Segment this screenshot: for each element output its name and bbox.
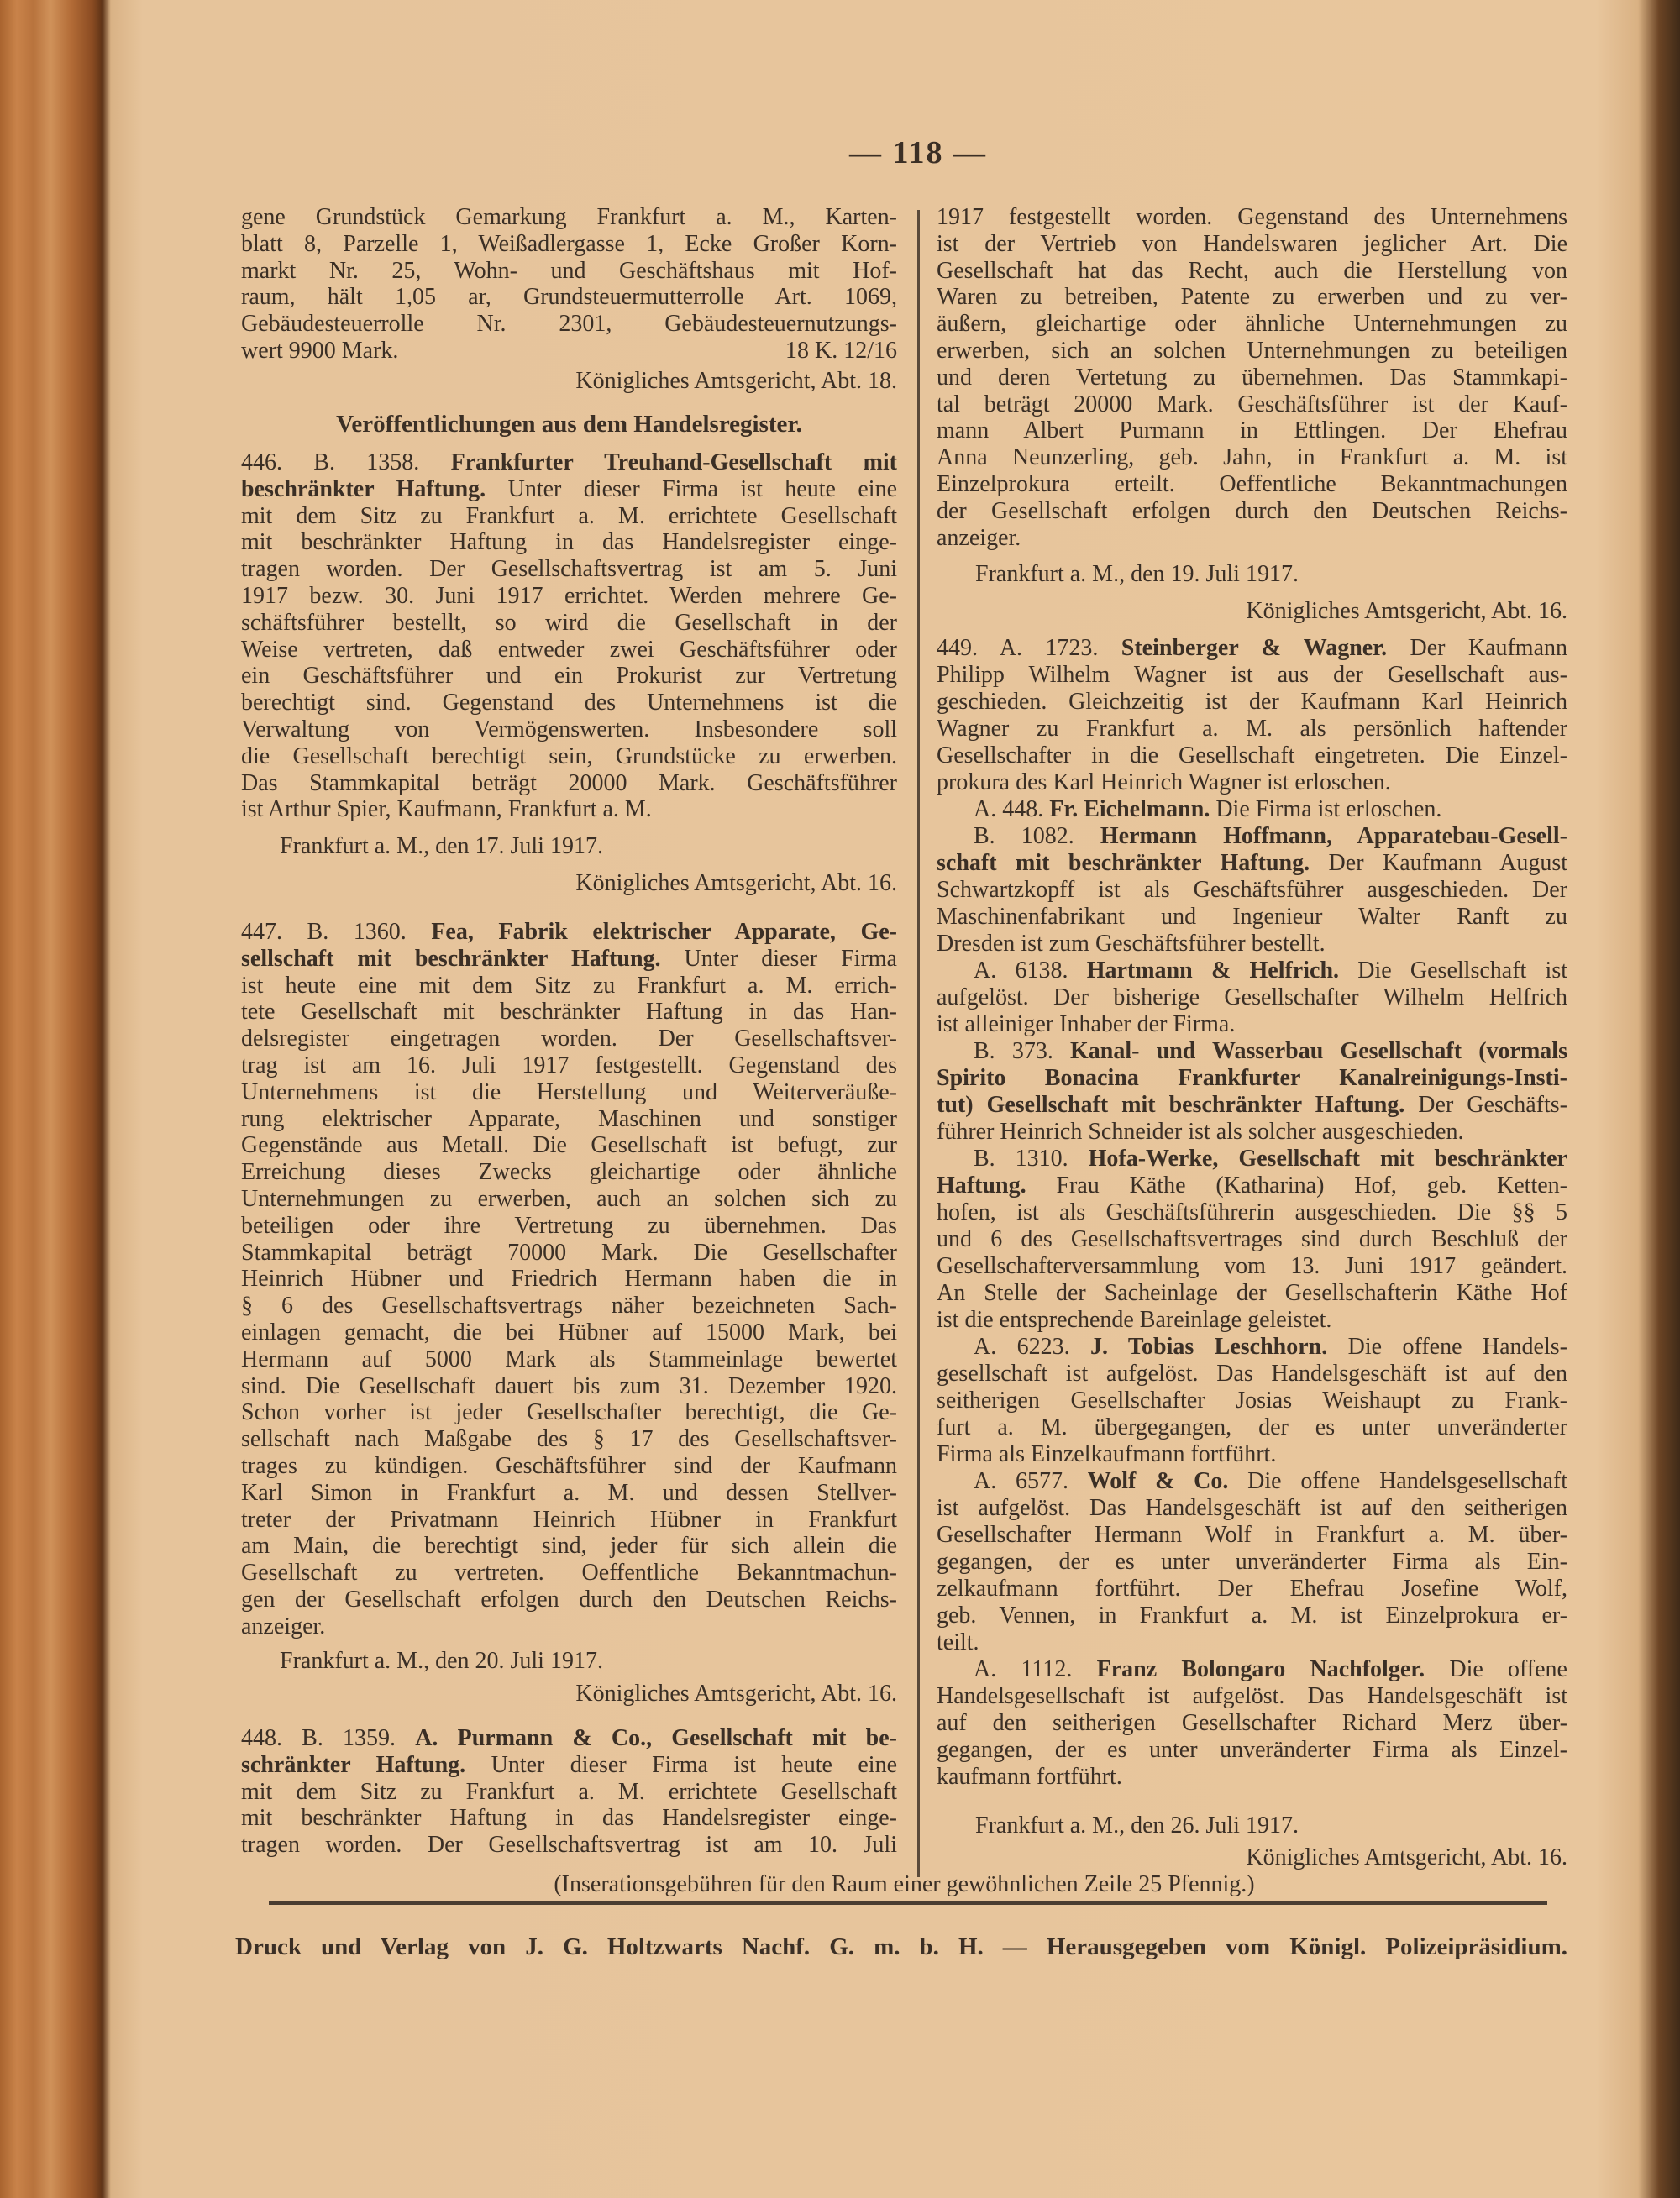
firm-name: schaft mit beschränkter Haftung. [937,850,1310,876]
text-segment: markt Nr. 25, Wohn- und Geschäftshaus mit Hof- [241,257,897,284]
text-segment: Verwaltung von Vermögenswerten. Insbesondere soll [241,716,897,742]
entry-447 [241,919,897,1640]
text-segment: furt a. M. übergegangen, der es unter unveränderter [937,1414,1567,1440]
text-line [937,365,1567,391]
text-line [937,1522,1567,1549]
text-segment: B. 1082. [974,823,1100,849]
text-segment: einlagen gemacht, die bei Hübner auf 15000 Mark, bei [241,1319,897,1346]
text-line [241,1805,897,1832]
text-segment: delsregister eingetragen worden. Der Gesellschaftsver- [241,1026,897,1052]
firm-name: tut) Gesellschaft mit beschränkter Haftung. [937,1092,1405,1118]
text-segment: teilt. [937,1629,979,1655]
text-line [241,204,897,231]
text-segment: geb. Vennen, in Frankfurt a. M. ist Einzelprokura er- [937,1603,1567,1629]
text-line [241,284,897,311]
text-line [241,1453,897,1480]
text-segment: gene Grundstück Gemarkung Frankfurt a. M., Karten- [241,204,897,230]
text-segment: sellschaft nach Maßgabe des § 17 des Gesellschaftsver- [241,1426,897,1453]
text-line [937,391,1567,418]
firm-name: Haftung. [937,1172,1026,1199]
text-line [937,1011,1567,1038]
text-line [937,769,1567,796]
text-line [241,1373,897,1400]
text-segment: zelkaufmann fortführt. Der Ehefrau Josefine Wolf, [937,1576,1567,1602]
text-segment: 446. B. 1358. [241,449,451,475]
text-segment: A. 1112. [974,1656,1097,1682]
text-segment: der Gesellschaft erfolgen durch den Deutschen Reichs- [937,497,1567,524]
text-segment: auf den seitherigen Gesellschafter Richard Merz über- [937,1710,1567,1736]
text-segment: Gesellschafter in die Gesellschaft eingetreten. Die Einzel- [937,742,1567,769]
text-segment: ist Arthur Spier, Kaufmann, Frankfurt a. M. [241,796,652,823]
text-line [241,1132,897,1159]
text-segment: mit beschränkter Haftung in das Handelsregister einge- [241,529,897,556]
text-segment: mit dem Sitz zu Frankfurt a. M. errichtete Gesellschaft [241,1778,897,1805]
text-segment: Erreichung dieses Zwecks gleichartige oder ähnliche [241,1159,897,1186]
text-segment: erwerben, sich an solchen Unternehmungen zu beteiligen [937,337,1567,364]
text-segment: gegangen, der es unter unveränderter Firma als Einzel- [937,1737,1567,1763]
text-line [241,583,897,610]
text-line [241,1159,897,1186]
text-line [937,1576,1567,1603]
text-line [937,931,1567,957]
text-segment: rung elektrischer Apparate, Maschinen und sonstiger [241,1105,897,1132]
text-line [241,1587,897,1613]
text-segment: ist alleiniger Inhaber der Firma. [937,1011,1236,1037]
text-line [241,1480,897,1507]
text-segment: A. 6223. [974,1334,1091,1360]
text-line [937,1441,1567,1468]
text-segment: gen der Gesellschaft erfolgen durch den Deutschen Reichs- [241,1586,897,1613]
text-segment: tete Gesellschaft mit beschränkter Haftung in das Han- [241,999,897,1026]
text-segment: Unternehmens ist die Herstellung und Weiterveräuße- [241,1078,897,1105]
text-line [937,1172,1567,1199]
text-segment: Einzelprokura erteilt. Oeffentliche Bekanntmachungen [937,470,1567,497]
text-line [937,1361,1567,1388]
intro-last-line [241,338,897,365]
text-line [241,1319,897,1346]
text-segment: tragen worden. Der Gesellschaftsvertrag ist am 10. Juli [241,1832,897,1859]
text-line [937,444,1567,471]
text-line [937,1226,1567,1253]
text-segment: Unter dieser Firma ist heute eine [465,1751,897,1778]
text-line [241,1533,897,1560]
text-segment: Anna Neunzerling, geb. Jahn, in Frankfurt a. M. ist [937,444,1567,471]
text-segment: am Main, die berechtigt sind, jeder für sich allein die [241,1533,897,1560]
imprint: Druck und Verlag von J. G. Holtzwarts Nachf. G. m. b. H. — Herausgegeben vom Königl. Polizeipräsidium. [235,1933,1567,1960]
text-segment: Firma als Einzelkaufmann fortführt. [937,1441,1277,1467]
firm-name: Frankfurter Treuhand-Gesellschaft mit [450,449,897,475]
text-segment: B. 1310. [974,1146,1089,1172]
text-line [937,1656,1567,1683]
firm-name: A. Purmann & Co., Gesellschaft mit be- [415,1725,897,1751]
text-segment: blatt 8, Parzelle 1, Weißadlergasse 1, Ecke Großer Korn- [241,230,897,257]
text-segment: A. 6138. [974,957,1087,984]
entry-449-register-changes [937,635,1567,1791]
text-line [241,1052,897,1079]
section-heading: Veröffentlichungen aus dem Handelsregister. [336,411,802,438]
text-line [241,1346,897,1373]
text-line [241,637,897,664]
text-segment: aufgelöst. Der bisherige Gesellschafter Wilhelm Helfrich [937,984,1567,1010]
text-segment: geschieden. Gleichzeitig ist der Kaufmann Karl Heinrich [937,689,1567,715]
text-line [937,1495,1567,1522]
text-line [241,1266,897,1293]
firm-name: Fea, Fabrik elektrischer Apparate, Ge- [431,919,897,945]
text-line [937,1307,1567,1334]
text-segment: mit dem Sitz zu Frankfurt a. M. errichtete Gesellschaft [241,502,897,529]
text-segment: Heinrich Hübner und Friedrich Hermann haben die in [241,1266,897,1293]
text-line [241,1106,897,1133]
text-line [241,449,897,476]
text-line [241,663,897,690]
firm-name: Wolf & Co. [1087,1468,1229,1494]
firm-name: sellschaft mit beschränkter Haftung. [241,945,661,972]
text-line [937,1737,1567,1764]
text-line [937,231,1567,258]
text-segment: Weise vertreten, daß entweder zwei Geschäftsführer oder [241,636,897,663]
text-line [241,690,897,716]
text-line [241,1186,897,1213]
text-segment: 449. A. 1723. [937,635,1121,661]
text-line [937,1414,1567,1441]
entry-448 [241,1725,897,1859]
text-line [241,1079,897,1106]
entry-446-signature: Königliches Amtsgericht, Abt. 16. [575,870,897,896]
text-line [937,742,1567,769]
text-segment: Handelsgesellschaft ist aufgelöst. Das Handelsgeschäft ist [937,1683,1567,1709]
text-segment: Maschinenfabrikant und Ingenieur Walter Ranft zu [937,904,1567,930]
text-line [937,1253,1567,1280]
text-segment: 448. B. 1359. [241,1725,416,1751]
entry-447-date: Frankfurt a. M., den 20. Juli 1917. [280,1648,603,1674]
text-line [937,1280,1567,1307]
text-segment: und deren Vertetung zu übernehmen. Das Stammkapi- [937,364,1567,391]
text-segment: Dresden ist zum Geschäftsführer bestellt. [937,931,1326,957]
text-line [241,1213,897,1240]
text-segment: Die Gesellschaft ist [1339,957,1567,984]
text-segment: die Gesellschaft berechtigt sein, Grundstücke zu erwerben. [241,742,897,769]
text-segment: ist der Vertrieb von Handelswaren jeglicher Art. Die [937,230,1567,257]
text-segment: Waren zu betreiben, Patente zu erwerben und zu ver- [937,284,1567,311]
firm-name: J. Tobias Leschhorn. [1090,1334,1328,1360]
intro-last-text: wert 9900 Mark. [241,338,399,364]
firm-name: schränkter Haftung. [241,1751,466,1778]
text-segment: seitherigen Gesellschafter Josias Weishaupt zu Frank- [937,1388,1567,1414]
text-line [241,1832,897,1859]
text-line [241,919,897,946]
text-line [937,796,1567,823]
text-line [937,1683,1567,1710]
text-segment: Die offene [1425,1656,1567,1682]
text-segment: A. 448. [974,796,1050,822]
fee-note: (Inserationsgebühren für den Raum einer gewöhnlichen Zeile 25 Pfennig.) [554,1871,1255,1897]
entry-446-date: Frankfurt a. M., den 17. Juli 1917. [280,833,603,859]
text-segment: gegangen, der es unter unveränderter Firma als Ein- [937,1549,1567,1575]
text-segment: Wagner zu Frankfurt a. M. als persönlich haftender [937,716,1567,742]
text-line [241,1560,897,1587]
text-line [241,1725,897,1752]
text-line [937,1629,1567,1656]
text-line [937,662,1567,689]
text-segment: 1917 bezw. 30. Juni 1917 errichtet. Werden mehrere Ge- [241,582,897,609]
text-line [241,1752,897,1779]
text-line [937,1334,1567,1361]
text-segment: sind. Die Gesellschaft dauert bis zum 31. Dezember 1920. [241,1372,897,1399]
text-segment: treter der Privatmann Heinrich Hübner in Frankfurt [241,1506,897,1533]
text-segment: Hermann auf 5000 Mark als Stammeinlage bewertet [241,1346,897,1372]
text-segment: Gebäudesteuerrolle Nr. 2301, Gebäudesteuernutzungs- [241,311,897,338]
text-segment: § 6 des Gesellschaftsvertrags näher bezeichneten Sach- [241,1293,897,1319]
text-segment: Die offene Handels- [1327,1334,1567,1360]
text-line [937,498,1567,525]
firm-name: Hofa-Werke, Gesellschaft mit beschränkter [1088,1146,1567,1172]
text-line [937,258,1567,285]
entry-446 [241,449,897,823]
text-line [937,417,1567,444]
firm-name: Fr. Eichelmann. [1049,796,1210,822]
text-segment: Gesellschafter Hermann Wolf in Frankfurt a. M. über- [937,1522,1567,1548]
text-segment: anzeiger. [241,1613,326,1639]
text-line [937,1119,1567,1146]
text-segment: A. 6577. [974,1468,1088,1494]
text-line [241,258,897,285]
entry-448-signature: Königliches Amtsgericht, Abt. 16. [1246,598,1567,624]
text-line [241,529,897,556]
text-line [241,476,897,503]
text-segment: 447. B. 1360. [241,919,432,945]
text-segment: Schwartzkopff ist als Geschäftsführer ausgeschieden. Der [937,877,1567,903]
text-line [241,1779,897,1806]
text-line [241,796,897,823]
footer-rule [269,1901,1547,1905]
text-line [937,1199,1567,1226]
text-segment: Unter dieser Firma [660,945,897,972]
text-segment: Unternehmungen zu erwerben, auch an solchen sich zu [241,1185,897,1212]
text-segment: Gesellschafterversammlung vom 13. Juni 1917 geändert. [937,1253,1567,1279]
text-line [241,716,897,743]
text-segment: anzeiger. [937,524,1021,551]
text-segment: mann Albert Purmann in Ettlingen. Der Ehefrau [937,417,1567,444]
text-line [937,1388,1567,1414]
firm-name: beschränkter Haftung. [241,475,486,502]
text-segment: ist aufgelöst. Das Handelsgeschäft ist auf den seitherigen [937,1495,1567,1521]
text-line [241,503,897,530]
text-line [241,1613,897,1640]
text-segment: Philipp Wilhelm Wagner ist aus der Gesellschaft aus- [937,662,1567,688]
text-line [937,1549,1567,1576]
entry-447-signature: Königliches Amtsgericht, Abt. 16. [575,1681,897,1707]
text-line [241,231,897,258]
text-segment: Schon vorher ist jeder Gesellschafter berechtigt, die Ge- [241,1399,897,1426]
text-segment: Gesellschaft zu vertreten. Oeffentliche Bekanntmachun- [241,1560,897,1587]
text-segment: B. 373. [974,1038,1071,1064]
text-segment: und 6 des Gesellschaftsvertrages sind durch Beschluß der [937,1226,1567,1252]
text-segment: An Stelle der Sacheinlage der Gesellschafterin Käthe Hof [937,1280,1567,1306]
text-segment: beteiligen oder ihre Vertretung zu übernehmen. Das [241,1212,897,1239]
entry-448-date: Frankfurt a. M., den 19. Juli 1917. [975,561,1299,587]
text-line [937,204,1567,231]
text-segment: trag ist am 16. Juli 1917 festgestellt. Gegenstand des [241,1052,897,1078]
text-segment: ist die entsprechende Bareinlage geleistet. [937,1307,1332,1333]
text-segment: schäftsführer bestellt, so wird die Gesellschaft in der [241,609,897,636]
text-line [937,635,1567,662]
firm-name: Kanal- und Wasserbau Gesellschaft (vormals [1070,1038,1567,1064]
text-line [937,823,1567,850]
text-segment: berechtigt sind. Gegenstand des Unternehmens ist die [241,690,897,716]
text-line [937,1038,1567,1065]
text-line [241,1293,897,1319]
entry-449-date: Frankfurt a. M., den 26. Juli 1917. [975,1812,1299,1839]
text-segment: Karl Simon in Frankfurt a. M. und dessen Stellver- [241,1479,897,1506]
text-segment: führer Heinrich Schneider ist als solcher ausgeschieden. [937,1119,1464,1145]
firm-name: Steinberger & Wagner. [1121,635,1388,661]
text-line [937,1092,1567,1119]
text-segment: gesellschaft ist aufgelöst. Das Handelsgeschäft ist auf den [937,1361,1567,1387]
text-line [241,999,897,1026]
text-line [937,984,1567,1011]
text-segment: Gesellschaft hat das Recht, auch die Herstellung von [937,257,1567,284]
entry-448-continued [937,204,1567,551]
text-segment: ist heute eine mit dem Sitz zu Frankfurt a. M. errich- [241,972,897,999]
column-rule [917,210,920,1877]
text-segment: 1917 festgestellt worden. Gegenstand des Unternehmens [937,204,1567,230]
text-segment: prokura des Karl Heinrich Wagner ist erloschen. [937,769,1391,795]
text-segment: Das Stammkapital beträgt 20000 Mark. Geschäftsführer [241,769,897,796]
text-segment: Frau Käthe (Katharina) Hof, geb. Ketten- [1026,1172,1567,1199]
text-segment: tragen worden. Der Gesellschaftsvertrag ist am 5. Juni [241,556,897,583]
text-line [241,973,897,999]
text-segment: Der Kaufmann August [1310,850,1567,876]
text-line [937,471,1567,498]
text-line [241,770,897,797]
entry-449-signature: Königliches Amtsgericht, Abt. 16. [1246,1844,1567,1870]
text-line [241,743,897,770]
text-segment: Stammkapital beträgt 70000 Mark. Die Gesellschafter [241,1239,897,1266]
text-line [937,689,1567,716]
firm-name: Spirito Bonacina Frankfurter Kanalreinigungs-Insti- [937,1065,1567,1091]
text-line [937,957,1567,984]
text-segment: Gegenstände aus Metall. Die Gesellschaft ist befugt, zur [241,1132,897,1159]
text-segment: Der Geschäfts- [1404,1092,1567,1118]
text-segment: Unter dieser Firma ist heute eine [486,475,897,502]
text-line [241,1026,897,1052]
text-line [241,610,897,637]
text-line [937,525,1567,552]
text-segment: hofen, ist als Geschäftsführerin ausgeschieden. Die §§ 5 [937,1199,1567,1225]
text-segment: ein Geschäftsführer und ein Prokurist zur Vertretung [241,663,897,690]
text-line [241,1507,897,1534]
intro-file-reference: 18 K. 12/16 [785,338,897,364]
text-segment: tal beträgt 20000 Mark. Geschäftsführer ist der Kauf- [937,391,1567,417]
text-segment: raum, hält 1,05 ar, Grundsteuermutterrolle Art. 1069, [241,284,897,311]
firm-name: Hartmann & Helfrich. [1086,957,1340,984]
firm-name: Hermann Hoffmann, Apparatebau-Gesell- [1100,823,1567,849]
text-line [937,1468,1567,1495]
text-line [937,1603,1567,1629]
text-line [937,877,1567,904]
text-line [241,311,897,338]
text-line [241,556,897,583]
text-line [937,1764,1567,1791]
text-line [937,338,1567,365]
page-number: — 118 — [849,135,987,170]
text-line [937,1065,1567,1092]
text-line [937,904,1567,931]
text-segment: Der Kaufmann [1387,635,1567,661]
court-signature: Königliches Amtsgericht, Abt. 18. [575,368,897,394]
text-line [241,1399,897,1426]
text-segment: mit beschränkter Haftung in das Handelsregister einge- [241,1805,897,1832]
text-segment: Die Firma ist erloschen. [1210,796,1442,822]
intro-paragraph [241,204,897,338]
text-line [937,716,1567,742]
text-segment: kaufmann fortführt. [937,1764,1122,1790]
text-line [937,284,1567,311]
firm-name: Franz Bolongaro Nachfolger. [1096,1656,1425,1682]
text-segment: trages zu kündigen. Geschäftsführer sind der Kaufmann [241,1452,897,1479]
text-line [937,1710,1567,1737]
text-line [937,311,1567,338]
text-segment: Die offene Handelsgesellschaft [1228,1468,1567,1494]
text-line [241,1426,897,1453]
text-segment: äußern, gleichartige oder ähnliche Unternehmungen zu [937,311,1567,338]
text-line [937,850,1567,877]
text-line [241,1240,897,1267]
text-line [241,946,897,973]
text-line [937,1146,1567,1172]
